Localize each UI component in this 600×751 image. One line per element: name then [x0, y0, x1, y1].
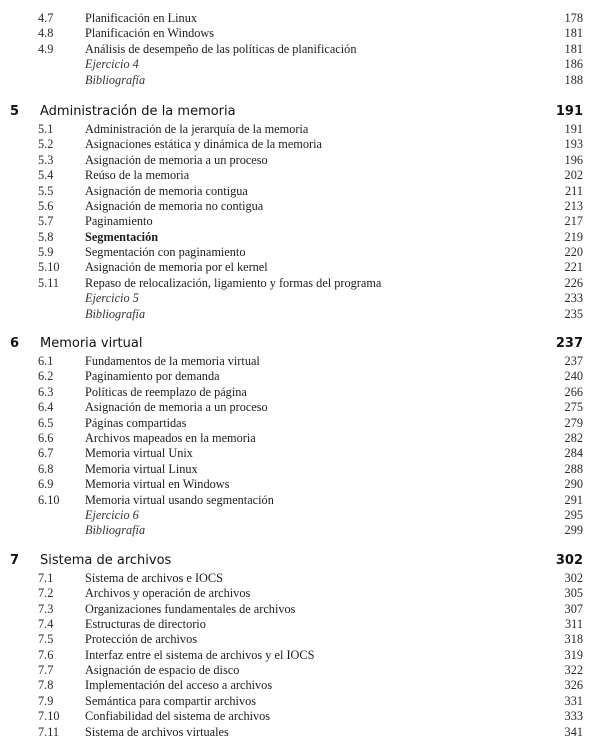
toc-entry[interactable] — [0, 26, 600, 41]
section-title: Asignación de memoria a un proceso — [85, 400, 268, 415]
section-title: Paginamiento por demanda — [85, 369, 220, 384]
section-number: 6.8 — [38, 461, 54, 476]
toc-entry[interactable] — [0, 725, 600, 740]
chapter-title: Administración de la memoria — [40, 103, 236, 119]
section-number: 6.2 — [38, 369, 54, 384]
section-title: Planificación en Linux — [85, 11, 198, 25]
section-title: Reúso de la memoria — [85, 168, 190, 183]
section-title: Asignación de memoria no contigua — [85, 198, 264, 213]
section-number: 4.7 — [38, 11, 54, 25]
page-number: 226 — [564, 275, 583, 290]
section-title: Memoria virtual usando segmentación — [85, 492, 274, 507]
toc-entry[interactable] — [0, 184, 600, 199]
toc-entry[interactable] — [0, 57, 600, 72]
page-number: 191 — [564, 121, 583, 136]
section-number: 5.11 — [38, 275, 60, 290]
toc-entry[interactable] — [0, 260, 600, 275]
page-number: 240 — [564, 369, 583, 384]
toc-entry[interactable] — [0, 571, 600, 586]
section-number: 4.9 — [38, 41, 54, 56]
chapters — [0, 102, 600, 740]
page-number: 295 — [564, 507, 583, 522]
section-number: 5.10 — [38, 260, 60, 275]
toc-entry[interactable] — [0, 42, 600, 57]
toc-entry[interactable] — [0, 400, 600, 415]
section-number: 6.1 — [38, 354, 54, 369]
page-number: 217 — [564, 214, 583, 229]
page-number: 219 — [564, 229, 583, 244]
section-number: 5.1 — [38, 121, 54, 136]
page-number: 299 — [564, 523, 583, 538]
section-number: 7.11 — [38, 724, 60, 739]
page-number: 311 — [565, 616, 583, 631]
section-title: Políticas de reemplazo de página — [85, 384, 247, 399]
toc-entry[interactable] — [0, 446, 600, 461]
section-number: 7.10 — [38, 709, 60, 724]
section-title: Bibliografía — [85, 306, 146, 321]
section-title: Ejercicio 5 — [85, 291, 139, 306]
section-title: Análisis de desempeño de las políticas de planificación — [85, 41, 357, 56]
toc-entry[interactable] — [0, 416, 600, 431]
section-number: 6.5 — [38, 415, 54, 430]
chapter-heading[interactable] — [0, 551, 600, 571]
section-title: Fundamentos de la memoria virtual — [85, 354, 260, 369]
section-title: Memoria virtual Unix — [85, 446, 193, 461]
section-number: 4.8 — [38, 26, 54, 41]
toc-entry[interactable] — [0, 230, 600, 245]
section-title: Ejercicio 6 — [85, 507, 139, 522]
section-number: 5.6 — [38, 198, 54, 213]
chapter-number: 5 — [10, 103, 20, 119]
section-number: 7.7 — [38, 663, 54, 678]
toc-entry[interactable] — [0, 694, 600, 709]
toc-entry[interactable] — [0, 617, 600, 632]
page-number: 341 — [564, 724, 583, 739]
section-title: Asignación de memoria contigua — [85, 183, 248, 198]
page-number: 266 — [564, 384, 583, 399]
page-number: 291 — [564, 492, 583, 507]
chapter-page-number: 191 — [555, 103, 583, 119]
section-title: Archivos mapeados en la memoria — [85, 430, 256, 445]
toc-entry[interactable] — [0, 678, 600, 693]
page-number: 196 — [564, 152, 583, 167]
section-title: Paginamiento — [85, 214, 153, 229]
chapter-6 — [0, 334, 600, 539]
section-number: 6.9 — [38, 477, 54, 492]
section-number: 5.3 — [38, 152, 54, 167]
section-title: Segmentación — [85, 229, 159, 244]
toc-entry[interactable] — [0, 11, 600, 26]
chapter-title: Sistema de archivos — [40, 552, 172, 568]
chapter-title: Memoria virtual — [40, 336, 143, 352]
page-number: 279 — [564, 415, 583, 430]
section-number: 7.4 — [38, 616, 54, 631]
chapter-heading[interactable] — [0, 334, 600, 354]
toc-entry[interactable] — [0, 245, 600, 260]
toc-entry[interactable] — [0, 586, 600, 601]
section-title: Estructuras de directorio — [85, 616, 206, 631]
toc-entry[interactable] — [0, 199, 600, 214]
chapter-5 — [0, 102, 600, 322]
section-number: 7.9 — [38, 693, 54, 708]
toc-entry[interactable] — [0, 153, 600, 168]
toc-entry[interactable] — [0, 168, 600, 183]
page-number: 181 — [564, 26, 583, 41]
section-title: Administración de la jerarquía de la memoria — [85, 121, 309, 136]
page-number: 319 — [564, 647, 583, 662]
chapter-number: 7 — [10, 552, 20, 568]
section-title: Archivos y operación de archivos — [85, 586, 251, 601]
page-number: 221 — [564, 260, 583, 275]
section-number: 7.3 — [38, 601, 54, 616]
section-title: Memoria virtual en Windows — [85, 477, 230, 492]
page-number: 275 — [564, 400, 583, 415]
toc-entry[interactable] — [0, 508, 600, 523]
page-number: 322 — [564, 663, 583, 678]
section-number: 6.7 — [38, 446, 54, 461]
toc-entry[interactable] — [0, 632, 600, 647]
page-number: 333 — [564, 709, 583, 724]
section-title: Sistema de archivos e IOCS — [85, 570, 223, 585]
section-number: 5.8 — [38, 229, 54, 244]
section-number: 7.2 — [38, 586, 54, 601]
toc-entry[interactable] — [0, 369, 600, 384]
toc-entry[interactable] — [0, 493, 600, 508]
toc-entry[interactable] — [0, 137, 600, 152]
section-title: Implementación del acceso a archivos — [85, 678, 273, 693]
section-number: 5.4 — [38, 168, 54, 183]
chapter-heading[interactable] — [0, 102, 600, 122]
page-number: 202 — [564, 168, 583, 183]
section-title: Segmentación con paginamiento — [85, 245, 246, 260]
section-number: 7.8 — [38, 678, 54, 693]
toc-entry[interactable] — [0, 73, 600, 88]
section-number: 5.9 — [38, 245, 54, 260]
toc-entry[interactable] — [0, 385, 600, 400]
page-number: 302 — [564, 570, 583, 585]
chapter-page-number: 237 — [555, 336, 583, 352]
section-title: Asignación de memoria a un proceso — [85, 152, 268, 167]
section-title: Bibliografía — [85, 72, 146, 87]
toc-entry[interactable] — [0, 307, 600, 322]
section-number: 5.2 — [38, 137, 54, 152]
page-number: 220 — [564, 245, 583, 260]
toc-entry[interactable] — [0, 602, 600, 617]
section-title: Confiabilidad del sistema de archivos — [85, 709, 271, 724]
section-title: Páginas compartidas — [85, 415, 187, 430]
section-title: Asignación de espacio de disco — [85, 663, 240, 678]
page-number: 235 — [564, 306, 583, 321]
toc-entry[interactable] — [0, 122, 600, 137]
page-number: 213 — [564, 198, 583, 213]
section-title: Semántica para compartir archivos — [85, 693, 257, 708]
page-number: 181 — [564, 41, 583, 56]
section-number: 6.6 — [38, 430, 54, 445]
toc-entry[interactable] — [0, 431, 600, 446]
section-number: 5.5 — [38, 183, 54, 198]
toc-entry[interactable] — [0, 214, 600, 229]
chapter-page-number: 302 — [555, 552, 583, 568]
toc-entry[interactable] — [0, 709, 600, 724]
section-title: Repaso de relocalización, ligamiento y formas del programa — [85, 275, 382, 290]
toc-entry[interactable] — [0, 276, 600, 291]
page-number: 211 — [565, 183, 583, 198]
page-number: 233 — [564, 291, 583, 306]
chapter-7 — [0, 551, 600, 740]
page-number: 178 — [564, 11, 583, 25]
section-title: Interfaz entre el sistema de archivos y el IOCS — [85, 647, 315, 662]
page-number: 307 — [564, 601, 583, 616]
section-title: Protección de archivos — [85, 632, 197, 647]
section-title: Ejercicio 4 — [85, 57, 139, 72]
lead-sections — [0, 11, 600, 88]
toc-entry[interactable] — [0, 354, 600, 369]
section-number: 7.1 — [38, 570, 54, 585]
toc-entry[interactable] — [0, 663, 600, 678]
page-number: 284 — [564, 446, 583, 461]
section-title: Asignación de memoria por el kernel — [85, 260, 268, 275]
toc-entry[interactable] — [0, 477, 600, 492]
section-title: Planificación en Windows — [85, 26, 215, 41]
page-number: 282 — [564, 430, 583, 445]
section-number: 7.6 — [38, 647, 54, 662]
page-number: 186 — [564, 57, 583, 72]
section-title: Bibliografía — [85, 523, 146, 538]
page-number: 288 — [564, 461, 583, 476]
page-number: 305 — [564, 586, 583, 601]
section-number: 6.3 — [38, 384, 54, 399]
page-number: 326 — [564, 678, 583, 693]
section-title: Memoria virtual Linux — [85, 461, 198, 476]
toc-entry[interactable] — [0, 523, 600, 538]
page-number: 193 — [564, 137, 583, 152]
chapter-number: 6 — [10, 336, 20, 352]
section-title: Asignaciones estática y dinámica de la memoria — [85, 137, 322, 152]
page-number: 188 — [564, 72, 583, 87]
section-title: Organizaciones fundamentales de archivos — [85, 601, 296, 616]
section-title: Sistema de archivos virtuales — [85, 724, 229, 739]
page-number: 331 — [564, 693, 583, 708]
page-number: 318 — [564, 632, 583, 647]
page-number: 237 — [564, 354, 583, 369]
section-number: 6.4 — [38, 400, 54, 415]
section-number: 5.7 — [38, 214, 54, 229]
section-number: 7.5 — [38, 632, 54, 647]
section-number: 6.10 — [38, 492, 60, 507]
toc-entry[interactable] — [0, 462, 600, 477]
page-number: 290 — [564, 477, 583, 492]
toc-entry[interactable] — [0, 291, 600, 306]
toc-entry[interactable] — [0, 648, 600, 663]
